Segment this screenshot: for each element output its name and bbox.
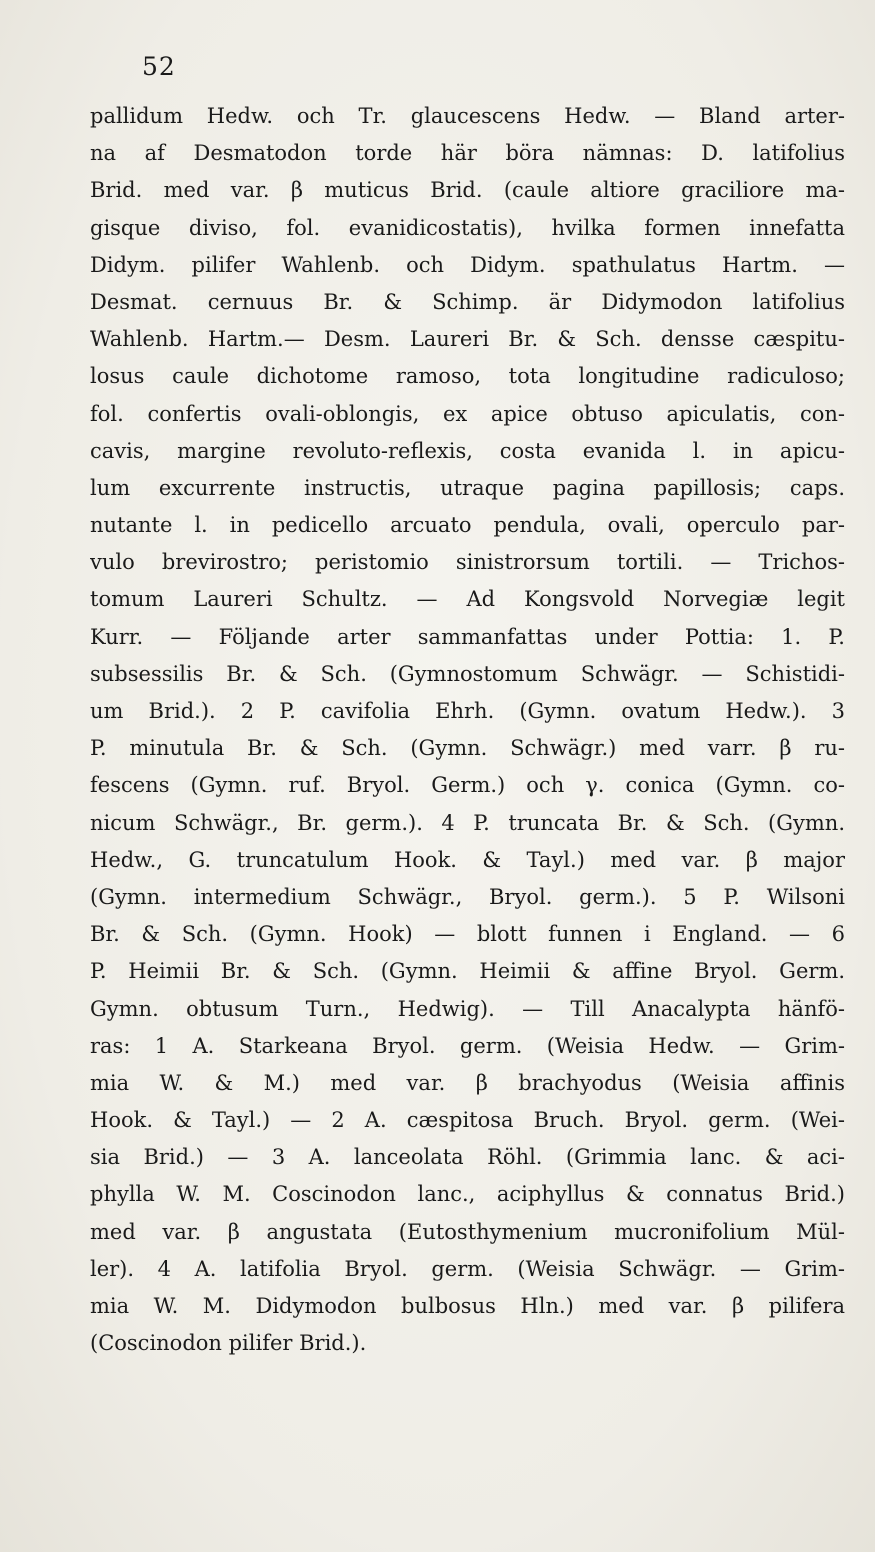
text-line: (Coscinodon pilifer Brid.). bbox=[90, 1331, 367, 1356]
text-line: pallidum Hedw. och Tr. glaucescens Hedw. — Bland arter- bbox=[90, 104, 845, 128]
text-line: fol. confertis ovali-oblongis, ex apice obtuso apiculatis, con- bbox=[90, 401, 845, 426]
text-line: ler). 4 A. latifolia Bryol. germ. (Weisia Schwägr. — Grim- bbox=[90, 1256, 845, 1281]
text-line: ras: 1 A. Starkeana Bryol. germ. (Weisia Hedw. — Grim- bbox=[90, 1033, 845, 1058]
text-line: Didym. pilifer Wahlenb. och Didym. spathulatus Hartm. — bbox=[90, 252, 845, 277]
text-line: gisque diviso, fol. evanidicostatis), hvilka formen innefatta bbox=[90, 215, 845, 240]
text-line: Kurr. — Följande arter sammanfattas under Pottia: 1. P. bbox=[90, 624, 845, 649]
text-line: subsessilis Br. & Sch. (Gymnostomum Schwägr. — Schistidi- bbox=[90, 661, 845, 686]
body-text bbox=[90, 98, 845, 1362]
text-line: P. Heimii Br. & Sch. (Gymn. Heimii & affine Bryol. Germ. bbox=[90, 959, 845, 984]
text-line: lum excurrente instructis, utraque pagina papillosis; caps. bbox=[90, 475, 845, 500]
text-line: vulo brevirostro; peristomio sinistrorsum tortili. — Trichos- bbox=[90, 550, 845, 575]
text-line: Wahlenb. Hartm.— Desm. Laureri Br. & Sch. densse cæspitu- bbox=[90, 327, 845, 352]
text-line: sia Brid.) — 3 A. lanceolata Röhl. (Grimmia lanc. & aci- bbox=[90, 1145, 845, 1170]
text-line: Hedw., G. truncatulum Hook. & Tayl.) med var. β major bbox=[90, 847, 845, 872]
text-line: fescens (Gymn. ruf. Bryol. Germ.) och γ. conica (Gymn. co- bbox=[90, 773, 845, 798]
text-line: Hook. & Tayl.) — 2 A. cæspitosa Bruch. Bryol. germ. (Wei- bbox=[90, 1108, 845, 1133]
text-line: cavis, margine revoluto-reflexis, costa evanida l. in apicu- bbox=[90, 438, 845, 463]
page-number: 52 bbox=[142, 52, 176, 81]
text-line: Gymn. obtusum Turn., Hedwig). — Till Anacalypta hänfö- bbox=[90, 996, 845, 1021]
text-line: nicum Schwägr., Br. germ.). 4 P. truncata Br. & Sch. (Gymn. bbox=[90, 810, 845, 835]
text-line: mia W. & M.) med var. β brachyodus (Weisia affinis bbox=[90, 1070, 845, 1095]
text-line: P. minutula Br. & Sch. (Gymn. Schwägr.) med varr. β ru- bbox=[90, 736, 845, 761]
text-line: um Brid.). 2 P. cavifolia Ehrh. (Gymn. ovatum Hedw.). 3 bbox=[90, 699, 845, 723]
text-line: nutante l. in pedicello arcuato pendula, ovali, operculo par- bbox=[90, 513, 845, 538]
text-line: Desmat. cernuus Br. & Schimp. är Didymodon latifolius bbox=[90, 289, 845, 314]
text-line: med var. β angustata (Eutosthymenium mucronifolium Mül- bbox=[90, 1219, 845, 1244]
text-line: na af Desmatodon torde här böra nämnas: D. latifolius bbox=[90, 141, 845, 166]
text-line: mia W. M. Didymodon bulbosus Hln.) med var. β pilifera bbox=[90, 1294, 845, 1318]
text-line: phylla W. M. Coscinodon lanc., aciphyllus & connatus Brid.) bbox=[90, 1182, 845, 1207]
text-line: (Gymn. intermedium Schwägr., Bryol. germ.). 5 P. Wilsoni bbox=[90, 884, 845, 909]
text-line: losus caule dichotome ramoso, tota longitudine radiculoso; bbox=[90, 364, 845, 389]
text-line: Br. & Sch. (Gymn. Hook) — blott funnen i England. — 6 bbox=[90, 922, 845, 947]
text-line: Brid. med var. β muticus Brid. (caule altiore graciliore ma- bbox=[90, 178, 845, 203]
text-line: tomum Laureri Schultz. — Ad Kongsvold Norvegiæ legit bbox=[90, 587, 845, 612]
